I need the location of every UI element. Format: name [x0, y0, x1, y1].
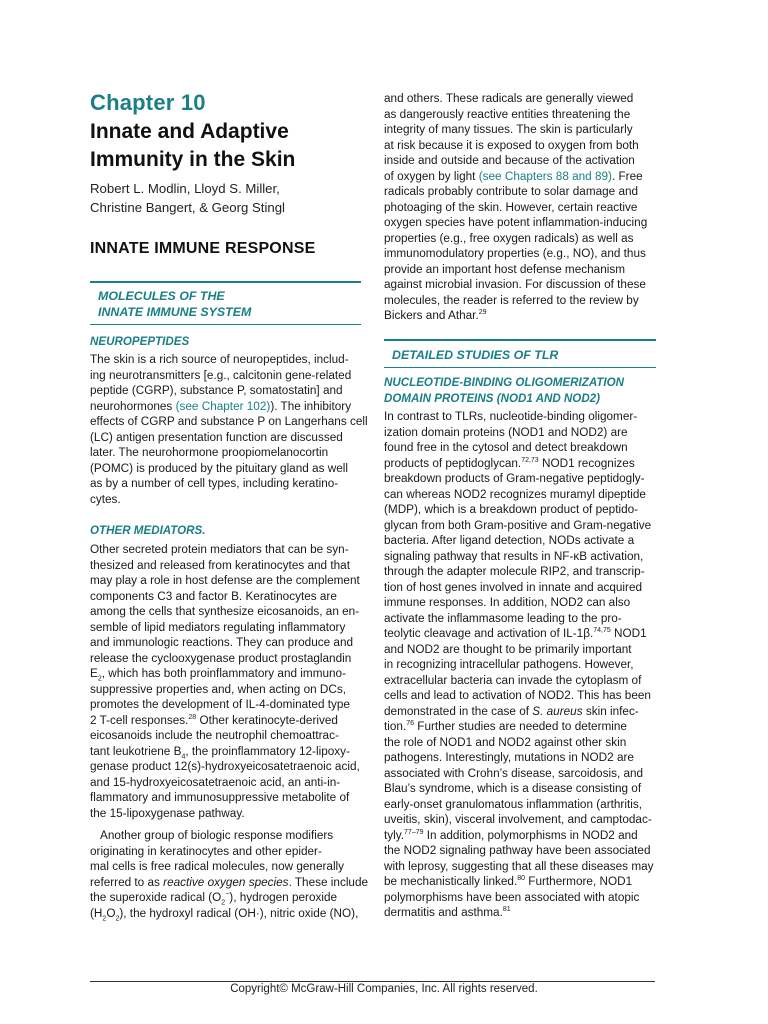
text-line: later. The neurohormone proopiomelanocortin: [90, 446, 329, 459]
chapter-title-line: Innate and Adaptive: [90, 120, 289, 143]
chapter-number: Chapter 10: [90, 90, 206, 115]
italic-term: S. aureus: [532, 704, 583, 718]
text-run: NOD1 recognizes: [538, 456, 635, 470]
text-line: provide an important host defense mechanism: [384, 262, 626, 276]
paragraph-neuropeptides: [90, 352, 368, 507]
text-line: as dangerously reactive entities threatening the: [384, 107, 631, 121]
text-line: [384, 626, 654, 642]
text-line: integrity of many tissues. The skin is particularly: [384, 123, 633, 136]
citation[interactable]: 80: [517, 875, 526, 883]
text-run: neurohormones: [90, 399, 176, 413]
text-line: the role of NOD1 and NOD2 against other skin: [384, 735, 627, 749]
text-line: bacteria. After ligand detection, NODs activate a: [384, 534, 635, 547]
text-run: In addition, polymorphisms in NOD2 and: [423, 828, 638, 842]
text-line: the NOD2 signaling pathway have been associated: [384, 844, 651, 857]
text-line: cells and lead to activation of NOD2. This has been: [384, 689, 651, 702]
text-run: ), hydrogen peroxide: [229, 891, 338, 904]
superscript: −: [225, 891, 230, 899]
box-bottom-rule: [384, 367, 656, 368]
paragraph-other-mediators: [90, 542, 360, 821]
text-line: uveitis, skin), visceral involvement, and camptodac-: [384, 813, 652, 826]
subheading-other-mediators: OTHER MEDIATORS.: [90, 524, 206, 537]
text-line: the 15-lipoxygenase pathway.: [90, 806, 245, 820]
text-line: found free in the cytosol and detect breakdown: [384, 441, 628, 454]
section-heading: INNATE IMMUNE RESPONSE: [90, 240, 316, 257]
text-run: demonstrated in the case of: [384, 704, 533, 718]
text-line: Other secreted protein mediators that can be syn-: [90, 543, 349, 556]
box-heading-line: MOLECULES OF THE: [98, 289, 225, 303]
text-line: suppressive properties and, when acting on DCs,: [90, 682, 347, 696]
text-run: O: [106, 906, 116, 920]
text-line: glycan from both Gram-positive and Gram-negative: [384, 518, 652, 532]
text-run: NOD1: [610, 627, 647, 640]
box-top-rule: [384, 339, 656, 341]
text-run: 2 T-cell responses.: [90, 713, 189, 727]
text-line: flammatory and immunosuppressive metabolite of: [90, 791, 350, 804]
text-line: properties (e.g., free oxygen radicals) as well as: [384, 231, 634, 245]
citation[interactable]: 28: [188, 713, 197, 721]
text-run: tion.: [384, 720, 407, 733]
box-heading-line: INNATE IMMUNE SYSTEM: [98, 305, 252, 319]
text-line: may play a role in host defense are the complement: [90, 574, 360, 587]
text-line: pathogens. Interestingly, mutations in NOD2 are: [384, 751, 634, 764]
box-bottom-rule: [90, 324, 361, 325]
text-line: Another group of biologic response modifiers: [100, 829, 334, 842]
link-text[interactable]: see Chapter 102: [179, 399, 267, 413]
text-run: , the proinflammatory 12-lipoxy-: [185, 744, 350, 758]
text-line: cytes.: [90, 492, 121, 506]
text-run: tyly.: [384, 828, 405, 842]
copyright-footer: Copyright© McGraw-Hill Companies, Inc. All rights reserved.: [230, 983, 538, 995]
text-run: (H: [90, 906, 103, 920]
text-line: can whereas NOD2 recognizes muramyl dipeptide: [384, 487, 646, 501]
text-run: ). The inhibitory: [270, 399, 352, 413]
text-run: of oxygen by light: [384, 169, 479, 183]
text-line: [384, 456, 654, 472]
text-line: [90, 890, 368, 906]
citation[interactable]: 74,75: [593, 627, 611, 635]
subscript: 4: [181, 752, 186, 760]
italic-term: reactive oxygen species: [163, 875, 289, 889]
text-run: ), the hydroxyl radical (OH·), nitric oxide (NO),: [119, 906, 359, 920]
text-line: (MDP), which is a breakdown product of peptido-: [384, 503, 639, 516]
text-line: components C3 and factor B. Keratinocytes are: [90, 589, 337, 603]
text-run: Other keratinocyte-derived: [196, 713, 338, 727]
paragraph-radicals: [90, 828, 368, 921]
box-top-rule: [90, 281, 361, 283]
paragraph-nod: [384, 409, 654, 921]
text-line: photoaging of the skin. However, certain reactive: [384, 200, 638, 214]
author-line: Robert L. Modlin, Lloyd S. Miller,: [90, 181, 280, 196]
text-line: and 15-hydroxyeicosatetraenoic acid, an anti-in-: [90, 775, 341, 789]
text-run: Bickers and Athar.: [384, 309, 479, 322]
text-line: eicosanoids include the neutrophil chemoattrac-: [90, 729, 339, 742]
chapter-link[interactable]: (see Chapters 88 and 89): [478, 169, 612, 183]
text-run: . Free: [611, 169, 643, 183]
text-line: mal cells is free radical molecules, now generally: [90, 860, 345, 873]
text-line: effects of CGRP and substance P on Langerhans cell: [90, 415, 368, 428]
subscript: 2: [102, 914, 107, 922]
text-line: early-onset granulomatous inflammation (arthritis,: [384, 797, 642, 811]
subheading-line: NUCLEOTIDE-BINDING OLIGOMERIZATION: [384, 376, 625, 389]
text-run: be mechanistically linked.: [384, 875, 518, 888]
text-line: [90, 666, 360, 682]
author-line: Christine Bangert, & Georg Stingl: [90, 199, 285, 215]
text-run: teolytic cleavage and activation of IL-1β.: [384, 627, 594, 640]
text-run: E: [90, 667, 98, 680]
text-line: [384, 828, 654, 844]
text-line: semble of lipid mediators regulating inflammatory: [90, 620, 346, 634]
citation[interactable]: 72,73: [521, 456, 539, 464]
text-line: Blau’s syndrome, which is a disease consisting of: [384, 782, 642, 795]
text-line: In contrast to TLRs, nucleotide-binding oligomer-: [384, 410, 638, 423]
text-line: and immunologic reactions. They can produce and: [90, 636, 354, 649]
subheading-neuropeptides: NEUROPEPTIDES: [90, 335, 190, 348]
text-line: and NOD2 are thought to be primarily important: [384, 642, 632, 656]
text-line: polymorphisms have been associated with atopic: [384, 890, 640, 904]
text-line: promotes the development of IL-4-dominated type: [90, 698, 350, 711]
text-line: [384, 905, 654, 921]
text-run: tant leukotriene B: [90, 744, 182, 758]
text-line: and others. These radicals are generally viewed: [384, 92, 634, 105]
chapter-title-line: Immunity in the Skin: [90, 148, 296, 171]
text-line: originating in keratinocytes and other epider-: [90, 844, 322, 858]
text-line: inside and outside and because of the activation: [384, 154, 635, 167]
text-run: the superoxide radical (O: [90, 891, 222, 904]
text-line: [90, 713, 360, 729]
text-line: with leprosy, suggesting that all these diseases may: [384, 859, 654, 873]
text-line: among the cells that synthesize eicosanoids, an en-: [90, 605, 360, 618]
box-heading: [98, 288, 251, 320]
text-line: activate the inflammasome leading to the pro-: [384, 611, 622, 625]
text-line: [90, 744, 360, 760]
text-line: signaling pathway that results in NF-κB activation,: [384, 549, 644, 563]
text-line: as by a number of cell types, including keratino-: [90, 477, 339, 490]
text-line: [384, 874, 654, 890]
subscript: 2: [97, 675, 102, 683]
text-run: . These include: [288, 875, 369, 889]
text-line: [90, 875, 368, 891]
text-line: breakdown products of Gram-negative peptidogly-: [384, 472, 645, 485]
citation[interactable]: 81: [502, 906, 511, 914]
text-line: associated with Crohn’s disease, sarcoidosis, and: [384, 766, 644, 780]
text-line: (LC) antigen presentation function are discussed: [90, 430, 343, 444]
citation[interactable]: 29: [478, 309, 487, 317]
text-line: extracellular bacteria can invade the cytoplasm of: [384, 673, 642, 687]
text-run: referred to as: [90, 875, 164, 889]
text-run: skin infec-: [582, 704, 639, 718]
text-line: thesized and released from keratinocytes and that: [90, 558, 350, 572]
text-line: release the cyclooxygenase product prostaglandin: [90, 651, 352, 665]
paragraph-radicals-continued: [384, 91, 647, 324]
text-run: Further studies are needed to determine: [414, 720, 627, 733]
text-line: radicals probably contribute to solar damage and: [384, 185, 639, 198]
subscript: 2: [115, 914, 120, 922]
text-line: molecules, the reader is referred to the review by: [384, 293, 639, 307]
text-line: immunomodulatory properties (e.g., NO), and thus: [384, 247, 646, 260]
text-line: in recognizing intracellular pathogens. However,: [384, 658, 634, 671]
text-line: [90, 399, 368, 415]
text-line: immune responses. In addition, NOD2 can also: [384, 596, 631, 609]
chapter-authors: [90, 180, 285, 217]
chapter-title: [90, 118, 295, 174]
text-line: genase product 12(s)-hydroxyeicosatetraenoic acid,: [90, 760, 360, 773]
text-line: through the adapter molecule RIP2, and transcrip-: [384, 565, 645, 578]
subscript: 2: [221, 899, 226, 907]
text-line: against microbial invasion. For discussion of these: [384, 278, 646, 291]
text-line: [384, 719, 654, 735]
text-run: products of peptidoglycan.: [384, 456, 522, 470]
text-line: [90, 906, 368, 922]
subheading-nod: [384, 375, 624, 406]
text-line: ing neurotransmitters [e.g., calcitonin gene-related: [90, 368, 352, 382]
footer-rule: [90, 981, 655, 982]
text-line: oxygen species have potent inflammation-inducing: [384, 216, 648, 229]
text-line: [384, 704, 654, 720]
text-line: [384, 169, 647, 185]
text-run: , which has both proinflammatory and immuno-: [101, 667, 346, 680]
box-heading: DETAILED STUDIES OF TLR: [392, 348, 559, 362]
citation[interactable]: 77–79: [404, 828, 424, 836]
text-run: dermatitis and asthma.: [384, 906, 503, 919]
text-line: ization domain proteins (NOD1 and NOD2) are: [384, 425, 628, 439]
text-line: at risk because it is exposed to oxygen from both: [384, 138, 639, 152]
text-line: The skin is a rich source of neuropeptides, includ-: [90, 353, 349, 366]
text-line: [384, 308, 647, 324]
citation[interactable]: 76: [406, 720, 415, 728]
text-run: Furthermore, NOD1: [525, 875, 633, 888]
text-line: (POMC) is produced by the pituitary gland as well: [90, 461, 348, 475]
text-line: peptide (CGRP), substance P, somatostatin] and: [90, 384, 343, 397]
chapter-link[interactable]: (see Chapter 102): [175, 399, 271, 413]
subheading-line: DOMAIN PROTEINS (NOD1 AND NOD2): [384, 391, 600, 405]
text-line: tion of host genes involved in innate and acquired: [384, 580, 643, 594]
